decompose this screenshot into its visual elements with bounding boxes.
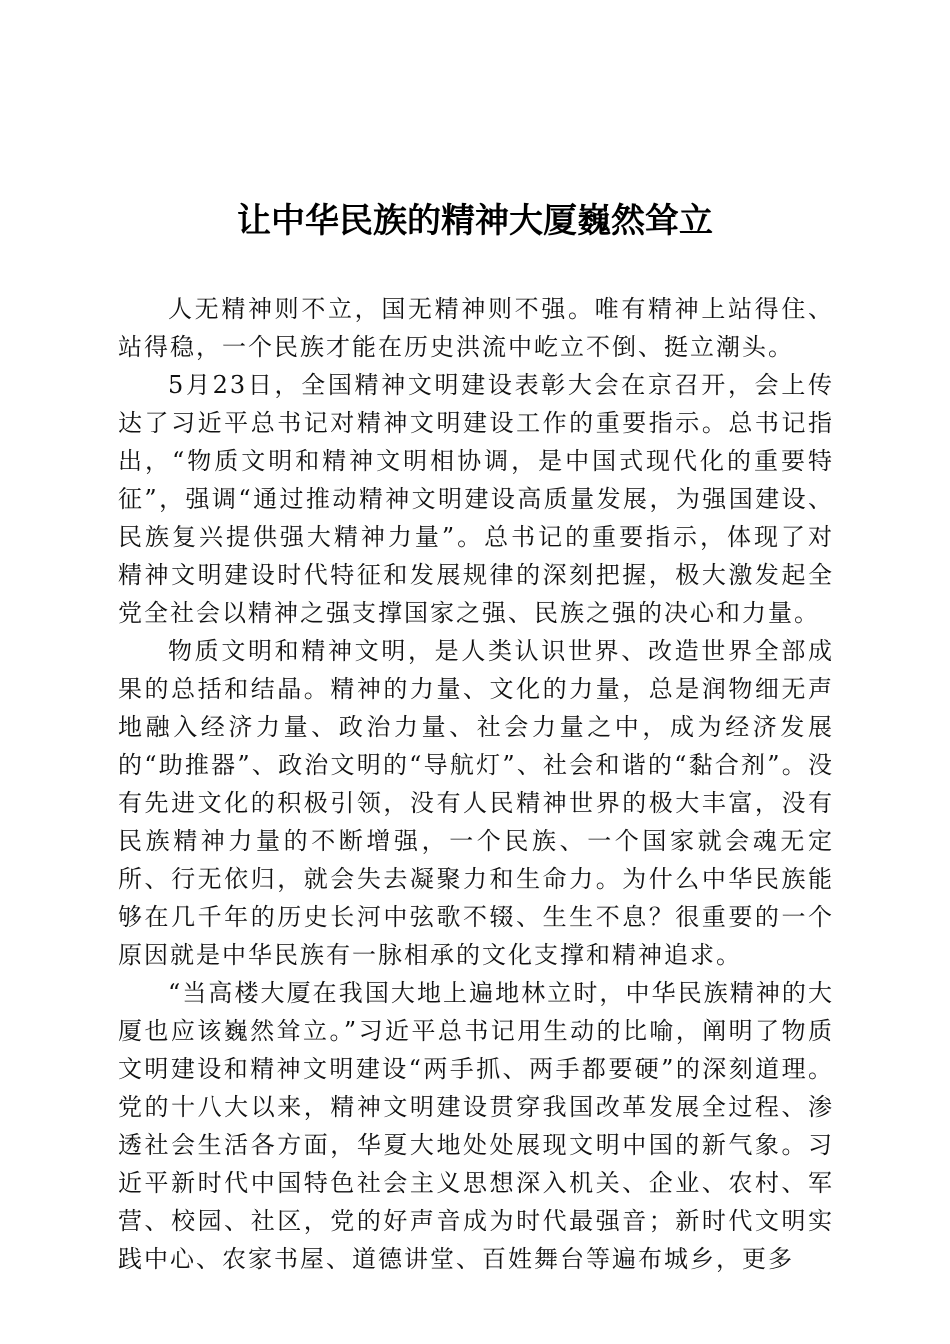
paragraph: 物质文明和精神文明，是人类认识世界、改造世界全部成果的总括和结晶。精神的力量、文化的力量，总是润物细无声地融入经济力量、政治力量、社会力量之中，成为经济发展的“助推器”、政治文明的“导航灯”、社会和谐的“黏合剂”。没有先进文化的积极引领，没有人民精神世界的极大丰富，没有民族精神力量的不断增强，一个民族、一个国家就会魂无定所、行无依归，就会失去凝聚力和生命力。为什么中华民族能够在几千年的历史长河中弦歌不辍、生生不息？很重要的一个原因就是中华民族有一脉相承的文化支撑和精神追求。 [118, 637, 834, 969]
document-body [118, 290, 834, 1278]
paragraph: “当高楼大厦在我国大地上遍地林立时，中华民族精神的大厦也应该巍然耸立。”习近平总书记用生动的比喻，阐明了物质文明建设和精神文明建设“两手抓、两手都要硬”的深刻道理。党的十八大以来，精神文明建设贯穿我国改革发展全过程、渗透社会生活各方面，华夏大地处处展现文明中国的新气象。习近平新时代中国特色社会主义思想深入机关、企业、农村、军营、校园、社区，党的好声音成为时代最强音；新时代文明实践中心、农家书屋、道德讲堂、百姓舞台等遍布城乡，更多 [118, 979, 834, 1273]
paragraph: 5月23日，全国精神文明建设表彰大会在京召开，会上传达了习近平总书记对精神文明建设工作的重要指示。总书记指出，“物质文明和精神文明相协调，是中国式现代化的重要特征”，强调“通过推动精神文明建设高质量发展，为强国建设、民族复兴提供强大精神力量”。总书记的重要指示，体现了对精神文明建设时代特征和发展规律的深刻把握，极大激发起全党全社会以精神之强支撑国家之强、民族之强的决心和力量。 [118, 371, 834, 627]
paragraph: 人无精神则不立，国无精神则不强。唯有精神上站得住、站得稳，一个民族才能在历史洪流中屹立不倒、挺立潮头。 [118, 295, 834, 361]
document-title: 让中华民族的精神大厦巍然耸立 [237, 201, 713, 241]
